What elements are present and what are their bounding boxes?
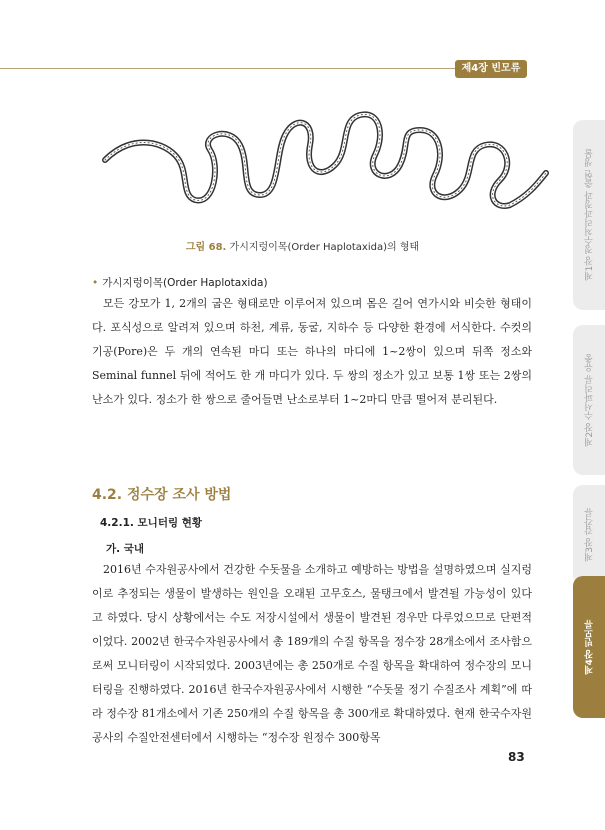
subsection-title: 4.2.1. 모니터링 현황	[100, 517, 203, 529]
page-number: 83	[508, 750, 525, 764]
worm-illustration	[100, 95, 550, 225]
side-tab-chapter1[interactable]	[573, 120, 605, 310]
figure-caption-text: 가시지렁이목(Order Haplotaxida)의 형태	[226, 242, 420, 253]
section-title: 4.2. 정수장 조사 방법	[92, 487, 232, 503]
figure-caption-number: 그림 68.	[185, 242, 227, 253]
chapter-tag: 제4장 빈모류	[455, 60, 527, 78]
header-rule	[0, 68, 455, 69]
figure-caption	[0, 238, 605, 253]
side-tab-chapter2[interactable]	[573, 325, 605, 475]
subsubsection-title: 가. 국내	[106, 543, 145, 555]
side-tab-label: 제3장 갑각류	[584, 508, 595, 562]
side-tab-label: 제1장 정수처리과정과 출현 생물	[584, 149, 595, 281]
bullet-heading	[92, 275, 268, 290]
side-tab-label: 제4장 빈모류	[584, 619, 595, 675]
side-tab-chapter4[interactable]	[573, 576, 605, 718]
side-tab-chapter3[interactable]	[573, 485, 605, 585]
side-tab-label: 제2장 수서파리류 유충	[584, 353, 595, 447]
bullet-icon: •	[92, 277, 99, 289]
bullet-heading-text: 가시지렁이목(Order Haplotaxida)	[102, 277, 268, 289]
paragraph-monitoring: 2016년 수자원공사에서 건강한 수돗물을 소개하고 예방하는 방법을 설명하였으며 실지렁이로 추정되는 생물이 발생하는 원인을 오래된 고무호스, 물탱크에서 발견될 가능성이 있다고 하였다. 당시 상황에서는 수도 저장시설에서 생물이 발견된 경우만 다루었으므로 단편적이었다. 2002년 한국수자원공사에서 총 189개의 수질 항목을 정수장 28개소에서 조사함으로써 모니터링이 시작되었다. 2003년에는 총 250개로 수질 항목을 확대하여 정수장의 모니터링을 진행하였다. 2016년 한국수자원공사에서 시행한 “수돗물 정기 수질조사 계획”에 따라 정수장 81개소에서 기존 250개의 수질 항목을 총 300개로 확대하였다. 현재 한국수자원공사의 수질안전센터에서 시행하는 “정수장 원정수 300항목	[92, 563, 532, 744]
paragraph-description: 모든 강모가 1, 2개의 굽은 형태로만 이루어져 있으며 몸은 길어 연가시와 비슷한 형태이다. 포식성으로 알려져 있으며 하천, 계류, 동굴, 지하수 등 다양한 환경에 서식한다. 수컷의 기공(Pore)은 두 개의 연속된 마디 또는 하나의 마디에 1~2쌍이 있으며 뒤쪽 정소와 Seminal funnel 뒤에 적어도 한 개 마디가 있다. 두 쌍의 정소가 있고 보통 1쌍 또는 2쌍의 난소가 있다. 정소가 한 쌍으로 줄어들면 난소로부터 1~2마디 만큼 떨어져 분리된다.	[92, 297, 532, 406]
